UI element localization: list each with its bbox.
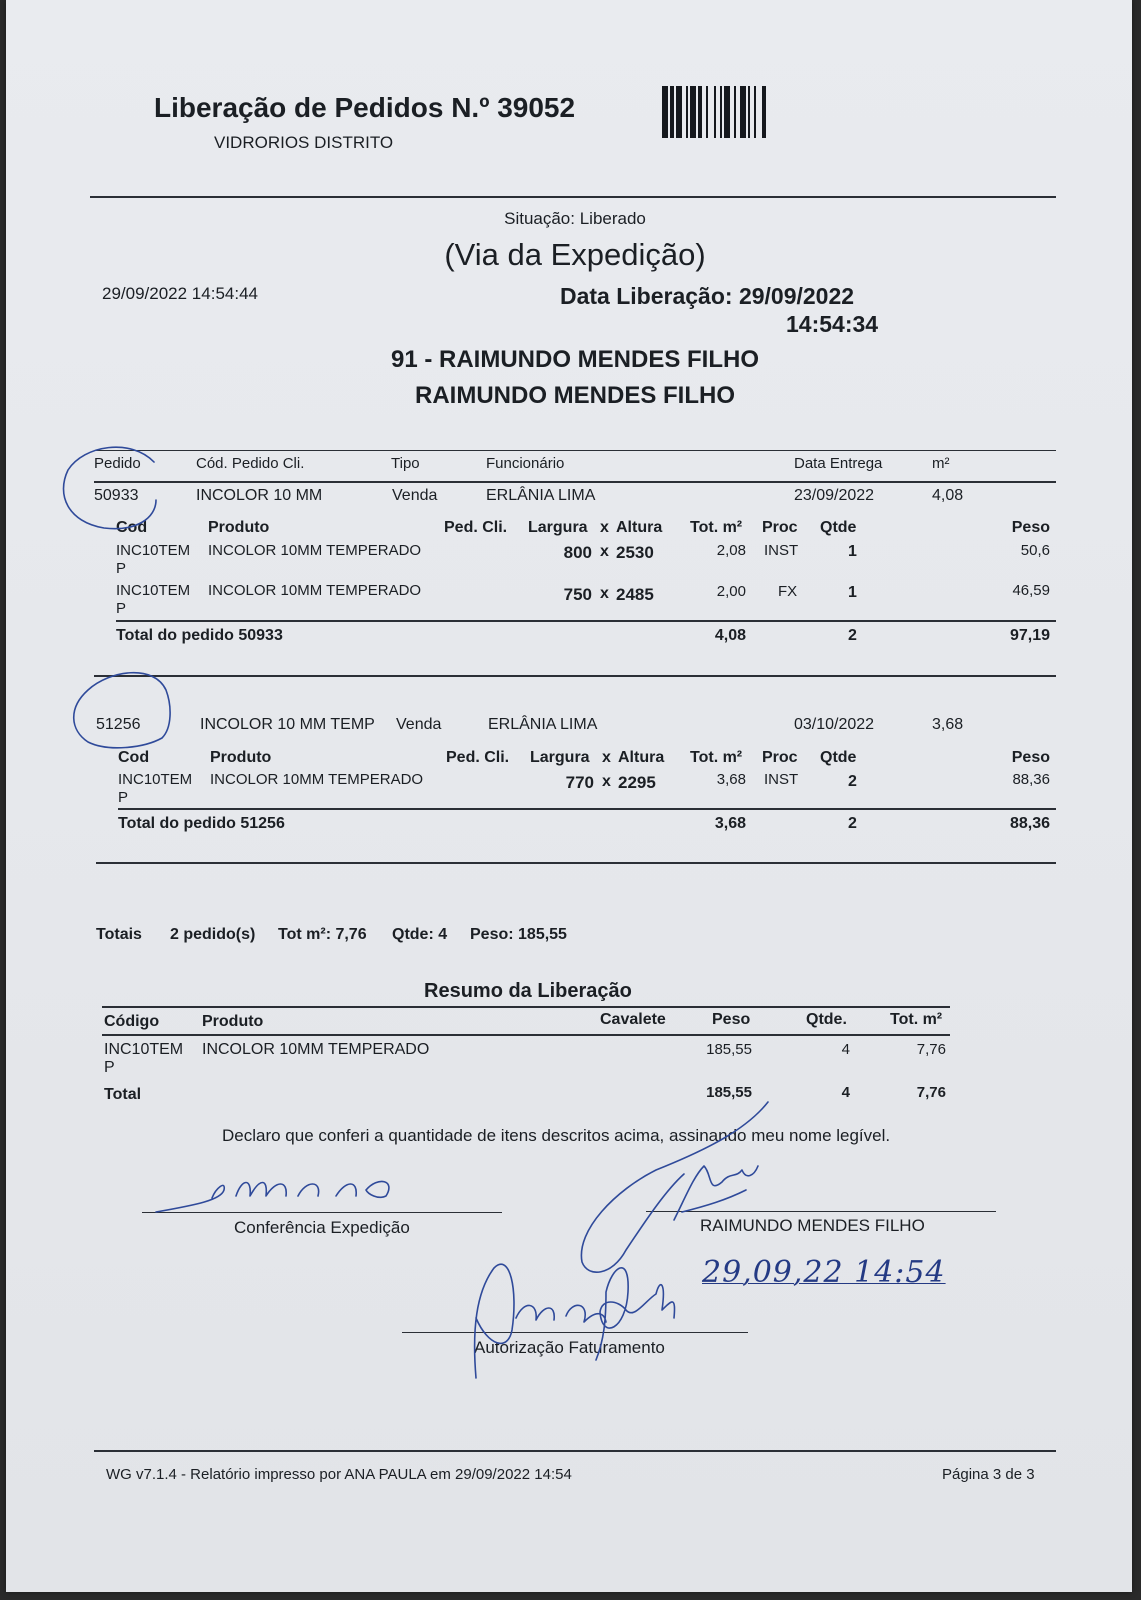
summary-total-label: Total [104,1086,142,1103]
item-col-largura: Largura [528,519,588,536]
item-altura: 2295 [618,773,656,792]
divider [94,675,1056,677]
item-x: x [600,543,609,560]
signature-label-autorizacao: Autorização Faturamento [474,1338,665,1357]
item-x: x [602,773,611,790]
item-col-proc: Proc [762,519,798,536]
summary-col-tot-m2: Tot. m² [890,1011,943,1028]
item-produto: INCOLOR 10MM TEMPERADO [210,771,424,788]
totals-label: Totais [96,926,142,943]
barcode-bar [748,86,750,138]
item-col-altura: Altura [616,519,663,536]
summary-col-produto: Produto [202,1013,264,1030]
barcode-bar [714,86,716,138]
item-tot-m2: 2,00 [716,583,746,600]
autorizacao-signature [475,1264,675,1378]
item-col-x: x [602,749,611,766]
release-time: 14:54:34 [786,311,879,337]
divider [94,481,1056,483]
signature-label-client: RAIMUNDO MENDES FILHO [700,1216,925,1235]
item-proc: INST [764,771,799,788]
order-funcionario: ERLÂNIA LIMA [486,487,596,504]
item-largura: 770 [565,773,594,792]
divider [116,620,1056,622]
totals-m2: Tot m²: 7,76 [278,926,367,943]
barcode-bar [720,86,722,138]
divider [118,808,1056,810]
item-col-ped-cli: Ped. Cli. [446,749,510,766]
divider [90,196,1056,198]
item-col-altura: Altura [618,749,665,766]
order-m2: 3,68 [932,716,964,733]
divider [102,1006,950,1008]
item-cod: INC10TEM P [116,582,191,617]
order-total-peso: 97,19 [1009,627,1050,644]
item-altura: 2530 [616,543,654,562]
release-date: Data Liberação: 29/09/2022 [560,283,855,309]
divider [96,862,1056,864]
divider [94,450,1056,451]
client-name: RAIMUNDO MENDES FILHO [415,382,735,409]
via-label: (Via da Expedição) [444,237,706,272]
totals-pedidos: 2 pedido(s) [170,926,256,943]
item-cod: INC10TEM P [116,542,191,577]
item-col-x: x [600,519,609,536]
item-tot-m2: 3,68 [716,771,746,788]
barcode-bar [698,86,702,138]
divider [94,1450,1056,1452]
divider [102,1034,950,1036]
order-number: 51256 [96,716,141,733]
order-data-entrega: 03/10/2022 [794,716,875,733]
column-tipo: Tipo [391,455,420,472]
column-cod-pedido-cli: Cód. Pedido Cli. [196,455,305,472]
barcode [662,86,834,138]
item-col-produto: Produto [210,749,272,766]
item-col-cod: Cod [116,519,148,536]
summary-col-cavalete: Cavalete [600,1011,666,1028]
footer-page-number: Página 3 de 3 [942,1466,1035,1483]
totals-peso: Peso: 185,55 [470,926,567,943]
item-cod: INC10TEM P [118,771,193,806]
order-total-label: Total do pedido 51256 [118,815,285,832]
order-total-peso: 88,36 [1009,815,1050,832]
item-qtde: 2 [848,773,857,790]
column-m2: m² [932,455,950,472]
summary-tot-m2: 7,76 [916,1041,946,1058]
signature-line [402,1332,748,1333]
item-proc: INST [764,542,799,559]
order-tipo: Venda [396,716,442,733]
item-col-peso: Peso [1011,519,1050,536]
status-text: Situação: Liberado [504,209,646,228]
order-cod-cli: INCOLOR 10 MM [196,487,323,504]
barcode-bar [706,86,708,138]
printed-timestamp: 29/09/2022 14:54:44 [102,284,258,303]
item-col-qtde: Qtde [820,749,857,766]
item-col-largura: Largura [530,749,590,766]
item-qtde: 1 [848,584,857,601]
item-produto: INCOLOR 10MM TEMPERADO [208,542,422,559]
barcode-bar [724,86,730,138]
summary-col-peso: Peso [712,1011,751,1028]
order-cod-cli: INCOLOR 10 MM TEMP [200,716,375,733]
summary-total-qtde: 4 [841,1084,850,1101]
summary-produto: INCOLOR 10MM TEMPERADO [202,1041,430,1058]
item-col-tot-m2: Tot. m² [690,519,743,536]
summary-col-qtde: Qtde. [806,1011,847,1028]
summary-qtde: 4 [841,1041,850,1058]
order-total-m2: 4,08 [714,627,746,644]
barcode-bar [670,86,674,138]
item-col-ped-cli: Ped. Cli. [444,519,508,536]
footer-print-info: WG v7.1.4 - Relatório impresso por ANA PAULA em 29/09/2022 14:54 [106,1466,572,1483]
barcode-bar [754,86,756,138]
document-title: Liberação de Pedidos N.º 39052 [154,92,576,123]
item-largura: 800 [563,543,592,562]
handwritten-date: 29,09,22 14:54 [702,1255,946,1290]
barcode-bar [762,86,766,138]
order-number: 50933 [94,487,139,504]
item-produto: INCOLOR 10MM TEMPERADO [208,582,422,599]
summary-total-tot-m2: 7,76 [916,1084,946,1101]
barcode-bar [662,86,668,138]
barcode-bar [676,86,682,138]
signature-line [646,1211,996,1212]
summary-col-codigo: Código [104,1013,160,1030]
barcode-bar [740,86,746,138]
summary-title: Resumo da Liberação [424,980,632,1002]
column-pedido: Pedido [94,455,141,472]
column-funcionario: Funcionário [486,455,565,472]
order-total-m2: 3,68 [714,815,746,832]
summary-codigo: INC10TEM P [104,1041,184,1076]
barcode-bar [690,86,696,138]
order-m2: 4,08 [932,487,964,504]
item-peso: 50,6 [1020,542,1050,559]
conferencia-signature [156,1181,389,1212]
column-data-entrega: Data Entrega [794,455,883,472]
item-col-proc: Proc [762,749,798,766]
item-proc: FX [778,583,798,600]
totals-qtde: Qtde: 4 [392,926,448,943]
item-col-peso: Peso [1011,749,1050,766]
pen-circle-order-2 [74,673,170,748]
company-name: VIDRORIOS DISTRITO [214,133,394,152]
summary-peso: 185,55 [706,1041,752,1058]
declaration-text: Declaro que conferi a quantidade de itens descritos acima, assinando meu nome legível. [222,1126,891,1145]
item-col-produto: Produto [208,519,270,536]
item-qtde: 1 [848,543,857,560]
signature-label-conferencia: Conferência Expedição [234,1218,410,1237]
order-total-label: Total do pedido 50933 [116,627,283,644]
order-funcionario: ERLÂNIA LIMA [488,716,598,733]
item-col-tot-m2: Tot. m² [690,749,743,766]
item-col-qtde: Qtde [820,519,857,536]
item-altura: 2485 [616,585,654,604]
signature-line [142,1212,502,1213]
item-col-cod: Cod [118,749,150,766]
item-tot-m2: 2,08 [716,542,746,559]
item-largura: 750 [563,585,592,604]
item-x: x [600,585,609,602]
client-code-name: 91 - RAIMUNDO MENDES FILHO [390,346,759,373]
item-peso: 46,59 [1012,582,1050,599]
order-tipo: Venda [392,487,438,504]
document-page [6,0,1132,1592]
item-peso: 88,36 [1012,771,1050,788]
order-total-qtde: 2 [848,815,857,832]
order-total-qtde: 2 [848,627,857,644]
summary-total-peso: 185,55 [706,1084,752,1101]
barcode-bar [686,86,688,138]
barcode-bar [734,86,736,138]
order-data-entrega: 23/09/2022 [794,487,875,504]
